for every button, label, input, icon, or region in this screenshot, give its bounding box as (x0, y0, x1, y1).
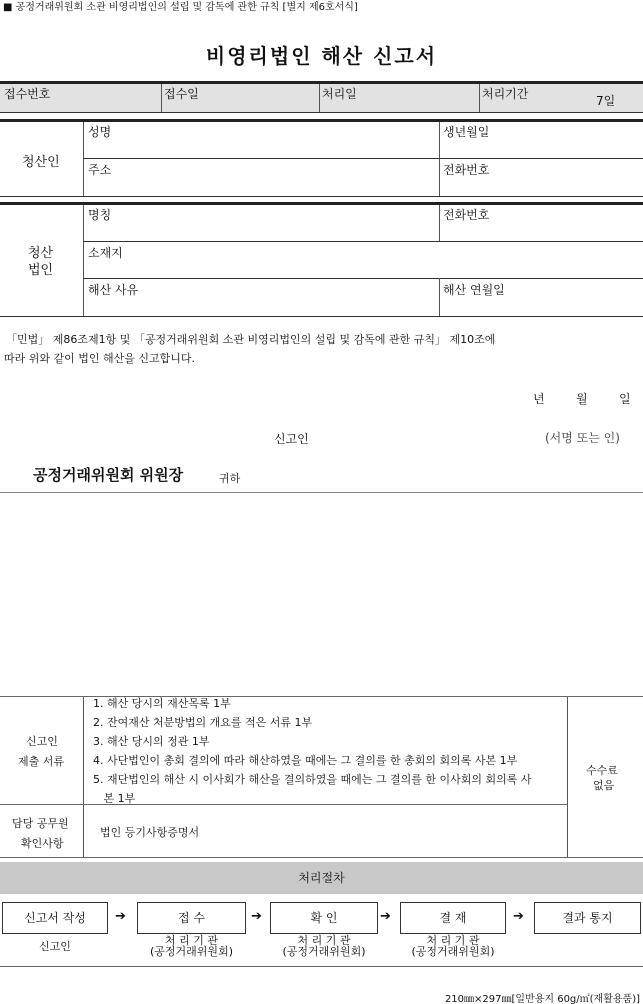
liquidator-bottom-border (0, 196, 643, 197)
step-sub-agency: 처 리 기 관 (297, 934, 351, 947)
corp-section-label-line1: 청산 (28, 246, 54, 261)
docs-item: 5. 재단법인의 해산 시 이사회가 해산을 결의하였을 때에는 그 결의를 한 이사회의 회의록 사 (93, 773, 532, 786)
receipt-date-label: 접수일 (164, 87, 199, 101)
liquidator-phone-label: 전화번호 (443, 163, 490, 177)
date-month: 월 (576, 392, 588, 406)
official-content: 법인 등기사항증명서 (100, 826, 200, 839)
step-sub-agency: 처 리 기 관 (426, 934, 480, 947)
arrow-icon: ➔ (251, 909, 262, 924)
reporter-label: 신고인 (274, 432, 309, 446)
receipt-divider (479, 84, 480, 112)
declaration-line2: 따라 위와 같이 법인 해산을 신고합니다. (4, 352, 195, 365)
corp-date-label: 해산 연월일 (443, 283, 505, 297)
docs-divider (83, 697, 84, 857)
corp-row-divider (83, 241, 643, 242)
official-label-line1: 담당 공무원 (12, 817, 69, 830)
step-approval: 결 재 (400, 902, 506, 934)
liquidator-row-divider (83, 158, 643, 159)
liquidator-section-label: 청산인 (22, 155, 60, 170)
step-receipt: 접 수 (137, 902, 246, 934)
procedure-title: 처리절차 (0, 862, 643, 894)
section-divider (83, 205, 84, 316)
addressee: 공정거래위원회 위원장 (33, 466, 184, 484)
step-write-report: 신고서 작성 (2, 902, 108, 934)
docs-bottom-border (0, 857, 643, 858)
field-divider (439, 122, 440, 196)
liquidator-name-label: 성명 (88, 125, 112, 139)
docs-item: 4. 사단법인이 총회 결의에 따라 해산하였을 때에는 그 결의를 한 총회의 회의록 사본 1부 (93, 754, 518, 767)
corp-row-divider (83, 278, 643, 279)
docs-label-line2: 제출 서류 (18, 755, 65, 768)
procedure-bottom-border (0, 966, 643, 967)
docs-item: 3. 해산 당시의 정관 1부 (93, 735, 210, 748)
form-header-note: ■ 공정거래위원회 소관 비영리법인의 설립 및 감독에 관한 규칙 [별지 제6호서식] (3, 2, 358, 13)
field-divider (439, 278, 440, 316)
signature-label: (서명 또는 인) (545, 431, 620, 445)
process-date-label: 처리일 (322, 87, 357, 101)
step-sub-agency: 처 리 기 관 (165, 934, 218, 947)
field-divider (439, 205, 440, 241)
step-sub-agency-name: (공정거래위원회) (411, 945, 495, 958)
docs-item: 1. 해산 당시의 재산목록 1부 (93, 697, 231, 710)
docs-item: 본 1부 (93, 792, 136, 805)
step-confirm: 확 인 (270, 902, 378, 934)
docs-row-divider (0, 804, 567, 805)
official-label-line2: 확인사항 (21, 837, 64, 850)
docs-list (93, 694, 565, 808)
date-day: 일 (619, 392, 631, 406)
arrow-icon: ➔ (115, 909, 126, 924)
step-sub-agency-name: (공정거래위원회) (282, 945, 366, 958)
receipt-divider (161, 84, 162, 112)
declaration-bottom-border (0, 492, 643, 493)
arrow-icon: ➔ (513, 909, 524, 924)
corp-top-border (0, 202, 643, 205)
receipt-divider (319, 84, 320, 112)
corp-section-label-line2: 법인 (28, 263, 54, 278)
receipt-number-label: 접수번호 (4, 87, 51, 101)
declaration-line1: 「민법」 제86조제1항 및 「공정거래위원회 소관 비영리법인의 설립 및 감독에 관한 규칙」 제10조에 (6, 333, 496, 346)
receipt-bottom-border (0, 112, 643, 113)
corp-location-label: 소재지 (88, 246, 123, 260)
step-sub-agency-name: (공정거래위원회) (150, 945, 233, 958)
fee-label: 수수료 (586, 764, 618, 777)
corp-reason-label: 해산 사유 (88, 283, 139, 297)
liquidator-birth-label: 생년월일 (443, 125, 490, 139)
corp-name-label: 명칭 (88, 208, 112, 222)
liquidator-top-border (0, 119, 643, 122)
docs-item: 2. 잔여재산 처분방법의 개요를 적은 서류 1부 (93, 716, 313, 729)
date-year: 년 (533, 392, 545, 406)
section-divider (83, 122, 84, 196)
liquidator-address-label: 주소 (88, 163, 112, 177)
docs-fee-divider (567, 697, 568, 857)
arrow-icon: ➔ (380, 909, 391, 924)
step-notify: 결과 통지 (534, 902, 641, 934)
fee-value: 없음 (593, 779, 615, 792)
addressee-suffix: 귀하 (219, 472, 241, 485)
paper-spec-footer: 210㎜×297㎜[일반용지 60g/㎡(재활용품)] (444, 994, 640, 1004)
corp-bottom-border (0, 316, 643, 317)
step-sub-reporter: 신고인 (39, 940, 71, 953)
docs-label-line1: 신고인 (26, 735, 58, 748)
corp-phone-label: 전화번호 (443, 208, 490, 222)
page-title: 비영리법인 해산 신고서 (205, 44, 438, 68)
process-period-label: 처리기간 (482, 87, 529, 101)
process-period-value: 7일 (596, 94, 616, 108)
